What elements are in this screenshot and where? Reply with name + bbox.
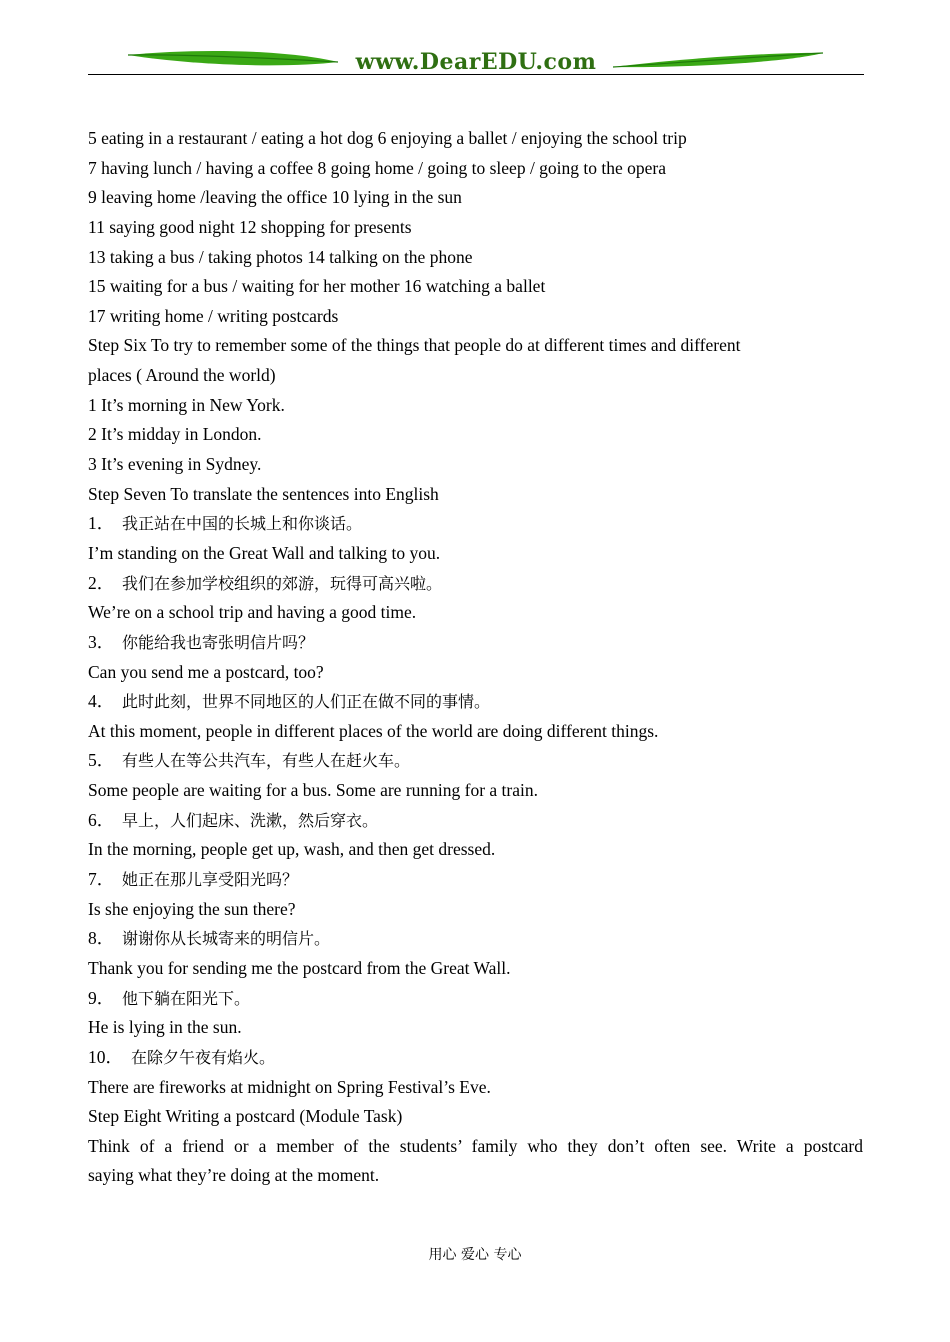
chinese-text: 谢谢你从长城寄来的明信片。 [122,929,331,949]
english-translation: He is lying in the sun. [88,1017,242,1038]
text-line: 13 taking a bus / taking photos 14 talking on the phone [88,246,473,267]
english-translation: Some people are waiting for a bus. Some are running for a train. [88,780,539,801]
page-footer: 用心 爱心 专心 [428,1247,522,1263]
right-leaf-tip-icon [613,53,823,67]
chinese-text: 早上，人们起床、洗漱，然后穿衣。 [122,810,379,830]
english-translation: In the morning, people get up, wash, and then get dressed. [88,839,496,860]
chinese-text: 有些人在等公共汽车，有些人在赶火车。 [122,751,411,771]
chinese-text: 我正站在中国的长城上和你谈话。 [122,514,363,534]
text-line: 3 It’s evening in Sydney. [88,454,262,475]
sentence-number: 10． [88,1046,123,1067]
chinese-text: 我们在参加学校组织的郊游，玩得可高兴啦。 [122,573,443,593]
page-header [88,40,864,80]
step-six-heading: Step Six To try to remember some of the things that people do at different times and different [88,335,741,356]
chinese-sentence [88,924,863,954]
english-translation: Thank you for sending me the postcard from the Great Wall. [88,957,511,978]
text-line: 2 It’s midday in London. [88,424,262,445]
sentence-number: 8． [88,928,115,949]
site-logo-text: www.DearEDU.com [355,49,597,75]
sentence-number: 2． [88,572,115,593]
sentence-number: 1． [88,513,115,534]
sentence-number: 3． [88,631,115,652]
chinese-text: 你能给我也寄张明信片吗？ [122,632,315,652]
chinese-sentence [88,984,863,1014]
step-eight-heading: Step Eight Writing a postcard (Module Task) [88,1106,403,1127]
chinese-text: 她正在那儿享受阳光吗？ [122,870,299,890]
sentence-number: 9． [88,987,115,1008]
text-line: 5 eating in a restaurant / eating a hot dog 6 enjoying a ballet / enjoying the school trip [88,128,687,148]
text-line: 15 waiting for a bus / waiting for her mother 16 watching a ballet [88,276,546,297]
chinese-sentence [88,569,863,599]
chinese-sentence [88,865,863,895]
chinese-text: 他下躺在阳光下。 [122,988,251,1008]
text-line: 1 It’s morning in New York. [88,394,285,415]
sentence-number: 5． [88,750,115,771]
english-translation: There are fireworks at midnight on Spring Festival’s Eve. [88,1076,491,1097]
chinese-text: 此时此刻，世界不同地区的人们正在做不同的事情。 [122,692,491,712]
text-line: places ( Around the world) [88,365,276,386]
step-seven-heading: Step Seven To translate the sentences into English [88,483,439,504]
sentence-number: 4． [88,691,115,712]
chinese-sentence [88,628,863,658]
left-leaf-icon [128,51,338,65]
header-rule [88,74,864,75]
english-translation: We’re on a school trip and having a good time. [88,602,417,623]
task-instruction-line: Think of a friend or a member of the students’ family who they don’t often see. Write a postcard [88,1135,863,1156]
text-line: 11 saying good night 12 shopping for presents [88,216,412,237]
chinese-sentence [88,509,863,539]
sentence-number: 7． [88,869,115,890]
sentence-number: 6． [88,809,115,830]
text-line: 9 leaving home /leaving the office 10 lying in the sun [88,187,462,208]
chinese-text: 在除夕午夜有焰火。 [131,1047,276,1067]
chinese-sentence [88,806,863,836]
english-translation: Is she enjoying the sun there? [88,898,296,919]
document-body [88,124,863,1191]
chinese-sentence [88,687,863,717]
english-translation: I’m standing on the Great Wall and talking to you. [88,542,441,563]
task-instruction-line: saying what they’re doing at the moment. [88,1165,380,1186]
english-translation: At this moment, people in different places of the world are doing different things. [88,720,659,741]
chinese-sentence [88,746,863,776]
chinese-sentence [88,1043,863,1073]
english-translation: Can you send me a postcard, too? [88,661,324,682]
text-line: 17 writing home / writing postcards [88,305,339,326]
text-line: 7 having lunch / having a coffee 8 going home / going to sleep / going to the opera [88,157,667,178]
